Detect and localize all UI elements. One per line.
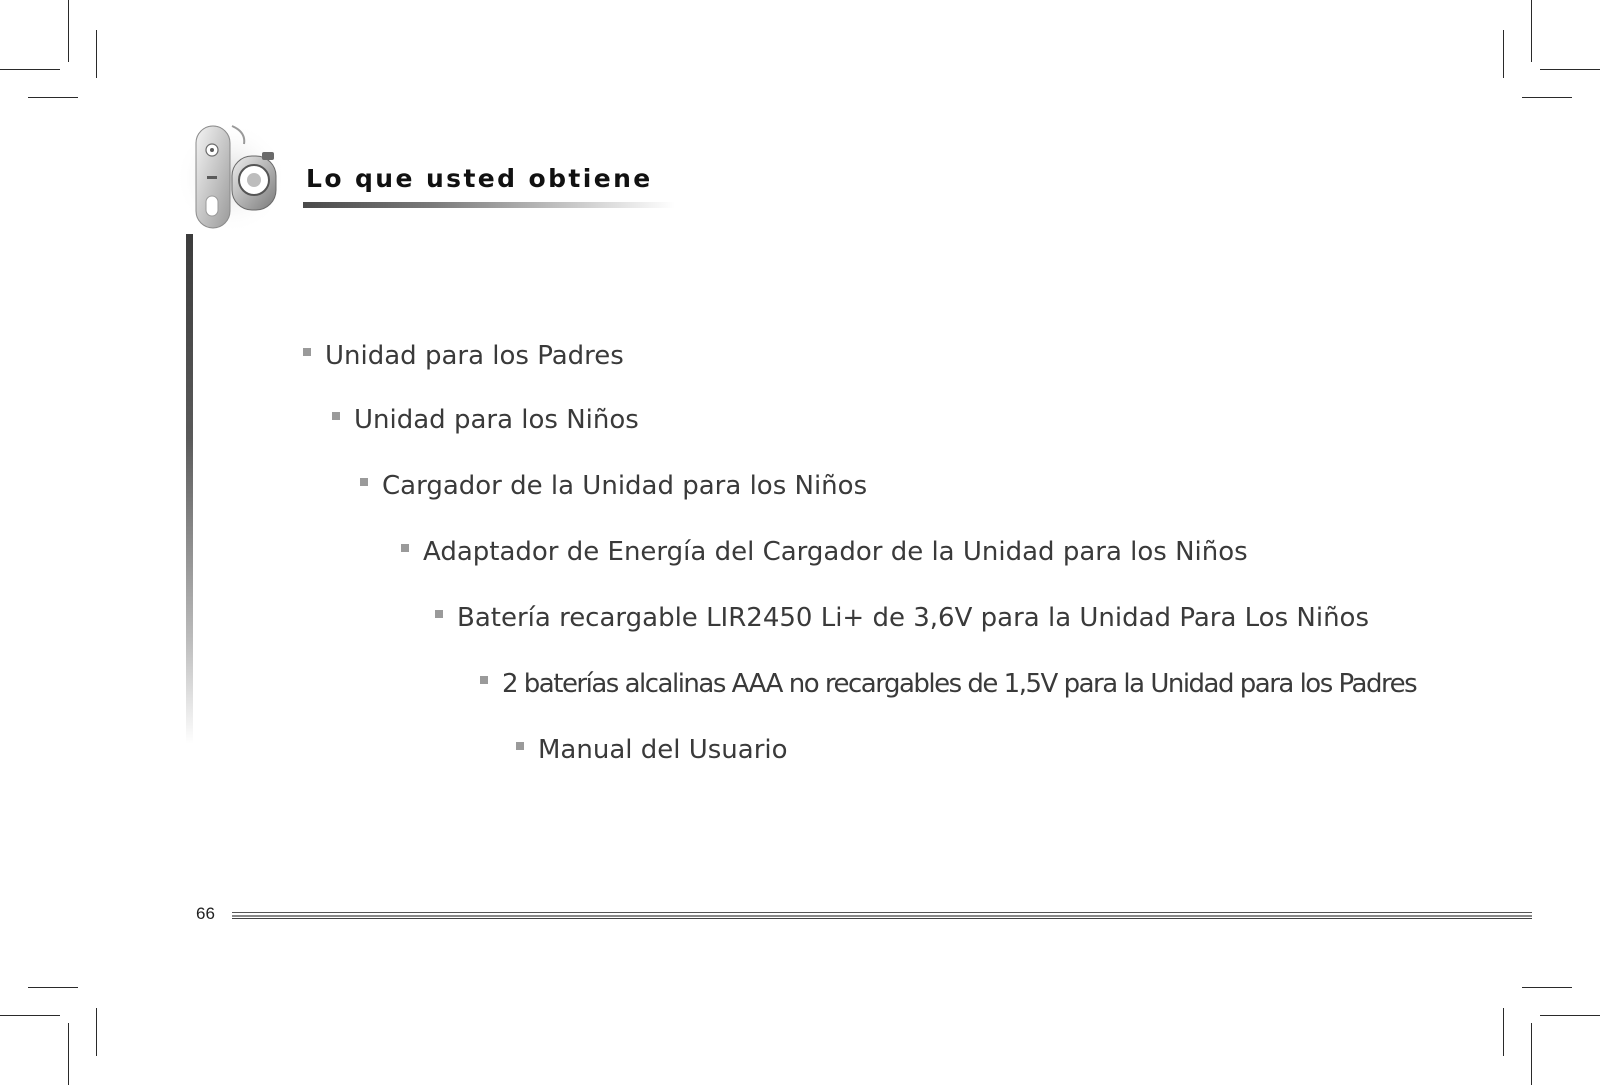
crop-mark [1540,1015,1600,1016]
side-accent-bar [186,234,193,744]
square-bullet-icon [516,742,524,750]
list-item-label: Cargador de la Unidad para los Niños [382,471,868,501]
list-item [516,735,788,765]
list-item [303,341,624,371]
square-bullet-icon [401,544,409,552]
square-bullet-icon [303,348,311,356]
square-bullet-icon [360,478,368,486]
baby-monitor-icon [176,118,294,236]
crop-mark [96,1008,97,1056]
square-bullet-icon [332,412,340,420]
title-underline [303,202,675,208]
crop-mark [0,1015,60,1016]
crop-mark [68,0,69,62]
crop-mark [1531,1023,1532,1085]
crop-mark [1522,97,1572,98]
list-item-label: Manual del Usuario [538,735,788,765]
list-item [401,537,1248,567]
list-item-label: Adaptador de Energía del Cargador de la Unidad para los Niños [423,537,1248,567]
crop-mark [1503,1008,1504,1056]
page-title: Lo que usted obtiene [306,164,653,193]
footer-rule [232,912,1532,920]
crop-mark [1540,69,1600,70]
crop-mark [28,97,78,98]
crop-mark [28,987,78,988]
crop-mark [1522,987,1572,988]
square-bullet-icon [435,610,443,618]
list-item-label: Unidad para los Niños [354,405,639,435]
list-item [480,669,1416,699]
crop-mark [1503,30,1504,78]
list-item [360,471,867,501]
crop-mark [68,1023,69,1085]
crop-mark [96,30,97,78]
page-number: 66 [196,904,215,923]
list-item-label: Unidad para los Padres [325,341,624,371]
list-item [332,405,639,435]
list-item-label: Batería recargable LIR2450 Li+ de 3,6V para la Unidad Para Los Niños [457,603,1370,633]
crop-mark [1531,0,1532,62]
crop-mark [0,69,60,70]
list-item [435,603,1369,633]
square-bullet-icon [480,676,488,684]
list-item-label: 2 baterías alcalinas AAA no recargables de 1,5V para la Unidad para los Padres [502,669,1417,699]
